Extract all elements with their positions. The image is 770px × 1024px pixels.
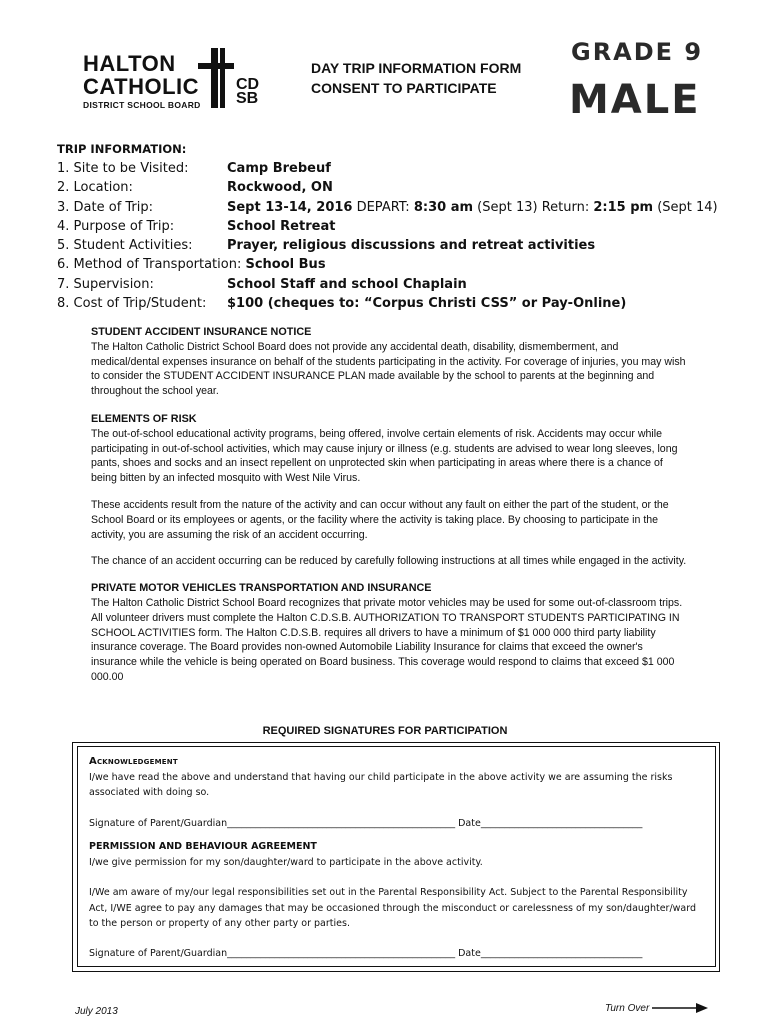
- trip-item-value: School Bus: [245, 257, 326, 273]
- return-label: (Sept 13) Return:: [473, 199, 594, 215]
- grade-stamp: GRADE 9: [571, 38, 704, 66]
- trip-item-label: 5. Student Activities:: [57, 238, 193, 254]
- trip-item-value: Prayer, religious discussions and retreat activities: [227, 238, 596, 254]
- trip-item-value: Camp Brebeuf: [227, 161, 331, 176]
- trip-item-label: 8. Cost of Trip/Student:: [57, 296, 207, 312]
- trip-item-value: School Staff and school Chaplain: [227, 276, 467, 292]
- arrow-right-icon: [652, 1001, 708, 1015]
- logo-line-2: CATHOLIC: [83, 74, 200, 99]
- trip-item-label: 2. Location:: [57, 180, 133, 196]
- trip-info-heading: TRIP INFORMATION:: [57, 142, 187, 156]
- trip-item-cost: [57, 294, 718, 313]
- risk-text-2: These accidents result from the nature of the activity and can occur without any fault on either the part of the student, or the School Board or its employees or agents, or the facility where the activity is taking place. By choosing to participate in the activity, you are assuming the risk of an accident occurring.: [91, 498, 669, 541]
- logo-line-1: HALTON: [83, 51, 176, 76]
- trip-item-label: 6. Method of Transportation:: [57, 257, 242, 273]
- footer-date: July 2013: [75, 1006, 118, 1017]
- required-signatures-title: REQUIRED SIGNATURES FOR PARTICIPATION: [262, 725, 508, 737]
- form-title: [311, 58, 521, 98]
- trip-item-purpose: [57, 217, 718, 236]
- depart-time: 8:30 am: [413, 199, 474, 215]
- risk-text-1: The out-of-school educational activity programs, being offered, involve certain elements of risk. Accidents may occur while participating in out-of-school activities, which may cause injury or illness (e.g. students are advised to wear long sleeves, long pants, shoes and socks and an insect repellent on unprotected skin when participating in areas where there is a chance of being bitten by an infected mosquito with West Nile Virus.: [91, 427, 678, 485]
- vehicle-text: The Halton Catholic District School Board recognizes that private motor vehicles may be used for some out-of-classroom trips. All volunteer drivers must complete the Halton C.D.S.B. AUTHORIZATION TO TRANSPORT STUDENTS PARTICIPATING IN SCHOOL ACTIVITIES form. The Halton C.D.S.B. requires all drivers to have a minimum of $1 000 000 third party liability insurance coverage. The Board provides non-owned Automobile Liability Insurance for claims that exceed the owner's insurance while the vehicle is being operated on Board business. This coverage would respond to claims that exceed $1 000 000.00: [91, 596, 683, 683]
- signature-box: [89, 754, 699, 961]
- trip-item-value: Rockwood, ON: [227, 180, 333, 196]
- turn-over-label: Turn Over: [605, 1003, 650, 1014]
- trip-item-site: [57, 159, 718, 178]
- trip-item-date: [57, 198, 718, 217]
- logo-abbr-sb: SB: [236, 90, 259, 107]
- trip-item-value: [227, 198, 718, 217]
- depart-label: DEPART:: [352, 199, 414, 215]
- acknowledgement-heading: Acknowledgement: [89, 756, 178, 767]
- form-title-line-1: DAY TRIP INFORMATION FORM: [311, 60, 522, 76]
- trip-item-supervision: [57, 275, 718, 294]
- notices-section: [91, 325, 689, 685]
- risk-text-3: The chance of an accident occurring can be reduced by carefully following instructions at all times while engaged in the activity.: [91, 555, 687, 568]
- trip-item-label: 4. Purpose of Trip:: [57, 218, 175, 234]
- insurance-heading: STUDENT ACCIDENT INSURANCE NOTICE: [91, 326, 312, 338]
- trip-item-activities: [57, 236, 718, 255]
- insurance-text: The Halton Catholic District School Board does not provide any accidental death, disability, dismemberment, and medical/dental expenses insurance on behalf of the students participating in the activity. For coverage of injuries, you may wish to consider the STUDENT ACCIDENT INSURANCE PLAN made available by the school to parents at the beginning and throughout the school year.: [91, 340, 686, 398]
- trip-item-label: 3. Date of Trip:: [57, 199, 154, 215]
- signature-line-1[interactable]: Signature of Parent/Guardian________________________________________________ Date__________________________________: [89, 817, 643, 829]
- trip-date: Sept 13-14, 2016: [227, 199, 353, 215]
- vehicle-heading: PRIVATE MOTOR VEHICLES TRANSPORTATION AND INSURANCE: [91, 582, 432, 595]
- risk-heading: ELEMENTS OF RISK: [91, 412, 197, 425]
- trip-item-value: $100 (cheques to: “Corpus Christi CSS” or Pay-Online): [227, 296, 627, 312]
- logo-line-3: DISTRICT SCHOOL BOARD: [83, 100, 201, 110]
- return-time: 2:15 pm: [593, 199, 654, 215]
- gender-stamp: MALE: [569, 77, 701, 123]
- signature-line-2[interactable]: Signature of Parent/Guardian________________________________________________ Date__________________________________: [89, 947, 643, 959]
- trip-item-value: School Retreat: [227, 218, 336, 234]
- trip-item-transportation: [57, 255, 718, 274]
- trip-item-label: 1. Site to be Visited:: [57, 161, 189, 176]
- trip-item-label: 7. Supervision:: [57, 276, 154, 292]
- school-board-logo: [83, 50, 273, 110]
- permission-text: I/we give permission for my son/daughter/ward to participate in the above activity.: [89, 856, 483, 868]
- permission-heading: PERMISSION AND BEHAVIOUR AGREEMENT: [89, 841, 317, 852]
- trip-info-list: [57, 159, 718, 313]
- acknowledgement-text: I/we have read the above and understand that having our child participate in the above activity we are assuming the risks associated with doing so.: [89, 771, 673, 798]
- return-date: (Sept 14): [653, 199, 718, 215]
- logo-abbr-cd: CD: [236, 76, 260, 93]
- trip-item-location: [57, 178, 718, 197]
- form-title-line-2: CONSENT TO PARTICIPATE: [311, 80, 497, 96]
- responsibility-text: I/We am aware of my/our legal responsibilities set out in the Parental Responsibility Act. Subject to the Parental Responsibility Act, I/WE agree to pay any damages that may be occasioned through the misconduct or carelessness of my son/daughter/ward to the person or property of any other party or parties.: [89, 887, 697, 929]
- cross-icon: [198, 48, 236, 108]
